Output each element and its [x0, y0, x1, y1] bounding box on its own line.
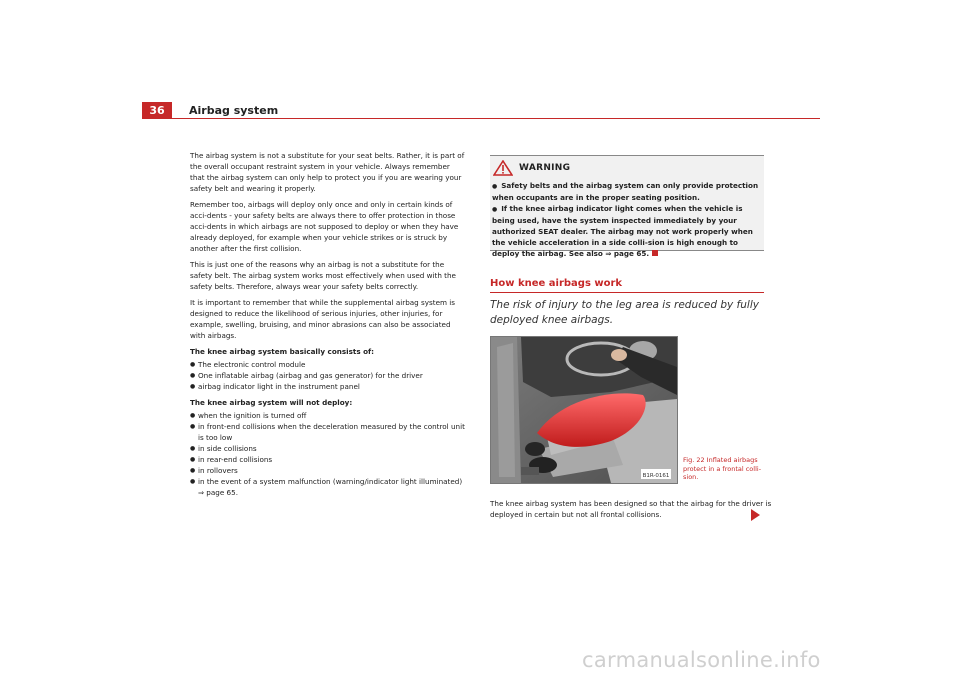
section-title: Airbag system	[189, 104, 279, 117]
knee-airbag-heading: How knee airbags work	[490, 277, 764, 293]
knee-airbag-body: The knee airbag system has been designed so that the airbag for the driver is deployed in certain but not all frontal collisions.	[490, 499, 772, 519]
left-column	[190, 150, 466, 503]
bullet-icon: ●	[492, 206, 498, 213]
figure-code: B1R-0161	[642, 473, 670, 479]
knee-airbag-illustration	[491, 337, 677, 483]
list-item: ● in rear-end collisions	[190, 454, 466, 465]
list-item: ● in side collisions	[190, 443, 466, 454]
list-item: ● when the ignition is turned off	[190, 410, 466, 421]
next-page-arrow-icon[interactable]	[751, 509, 760, 521]
list-item: ● in the event of a system malfunction (warning/indicator light illuminated) ⇒ page 65.	[190, 476, 466, 498]
page-number: 36	[142, 102, 172, 119]
bullet-icon: ●	[492, 183, 498, 190]
paragraph: Remember too, airbags will deploy only once and only in certain kinds of acci-dents - your safety belts are always there to offer protection in those acci-dents in which airbags are not supposed to deploy or when they have already deployed, for example when your vehicle strikes or is struck by another after the first collision.	[190, 200, 459, 253]
watermark: carmanualsonline.info	[582, 648, 821, 672]
list-item: ● in rollovers	[190, 465, 466, 476]
list-item: ● airbag indicator light in the instrument panel	[190, 381, 466, 392]
paragraph: This is just one of the reasons why an airbag is not a substitute for the safety belt. The airbag system works most effectively when used with the safety belts. Therefore, always wear your safety belts correctly.	[190, 260, 456, 291]
warning-header	[490, 156, 764, 180]
list-item: ● The electronic control module	[190, 359, 466, 370]
knee-airbag-subheading: The risk of injury to the leg area is reduced by fully deployed knee airbags.	[490, 299, 759, 326]
warning-title: WARNING	[519, 162, 571, 173]
not-deploy-list	[190, 410, 466, 498]
warning-triangle-icon	[493, 160, 513, 176]
paragraph: The airbag system is not a substitute for your seat belts. Rather, it is part of the overall occupant restraint system in your vehicle. Always remember that the airbag system can only help to protect you if you are wearing your safety belt and wearing it properly.	[190, 151, 465, 193]
list-item: ● in front-end collisions when the deceleration measured by the control unit is too low	[190, 421, 466, 443]
consists-heading: The knee airbag system basically consists of:	[190, 347, 375, 356]
warning-list	[490, 180, 764, 259]
warning-box	[490, 155, 764, 258]
consists-list	[190, 359, 466, 392]
list-item: ● One inflatable airbag (airbag and gas generator) for the driver	[190, 370, 466, 381]
knee-airbag-figure	[490, 336, 678, 484]
warning-item: ● Safety belts and the airbag system can only provide protection when occupants are in the proper seating position.	[492, 181, 759, 202]
not-deploy-heading: The knee airbag system will not deploy:	[190, 398, 353, 407]
section-end-icon	[652, 250, 658, 256]
warning-item: ● If the knee airbag indicator light comes when the vehicle is being used, have the system inspected immediately by your authorized SEAT dealer. The airbag may not work properly when the vehicle acceleration in a side colli-sion is high enough to deploy the airbag. See also ⇒ page 65.	[492, 204, 753, 258]
paragraph: It is important to remember that while the supplemental airbag system is designed to reduce the likelihood of serious injuries, other injuries, for example, swelling, bruising, and minor abrasions can also be associated with airbags.	[190, 298, 456, 340]
page-header	[142, 102, 820, 119]
figure-caption: Fig. 22 Inflated airbags protect in a frontal colli-sion.	[683, 456, 762, 481]
